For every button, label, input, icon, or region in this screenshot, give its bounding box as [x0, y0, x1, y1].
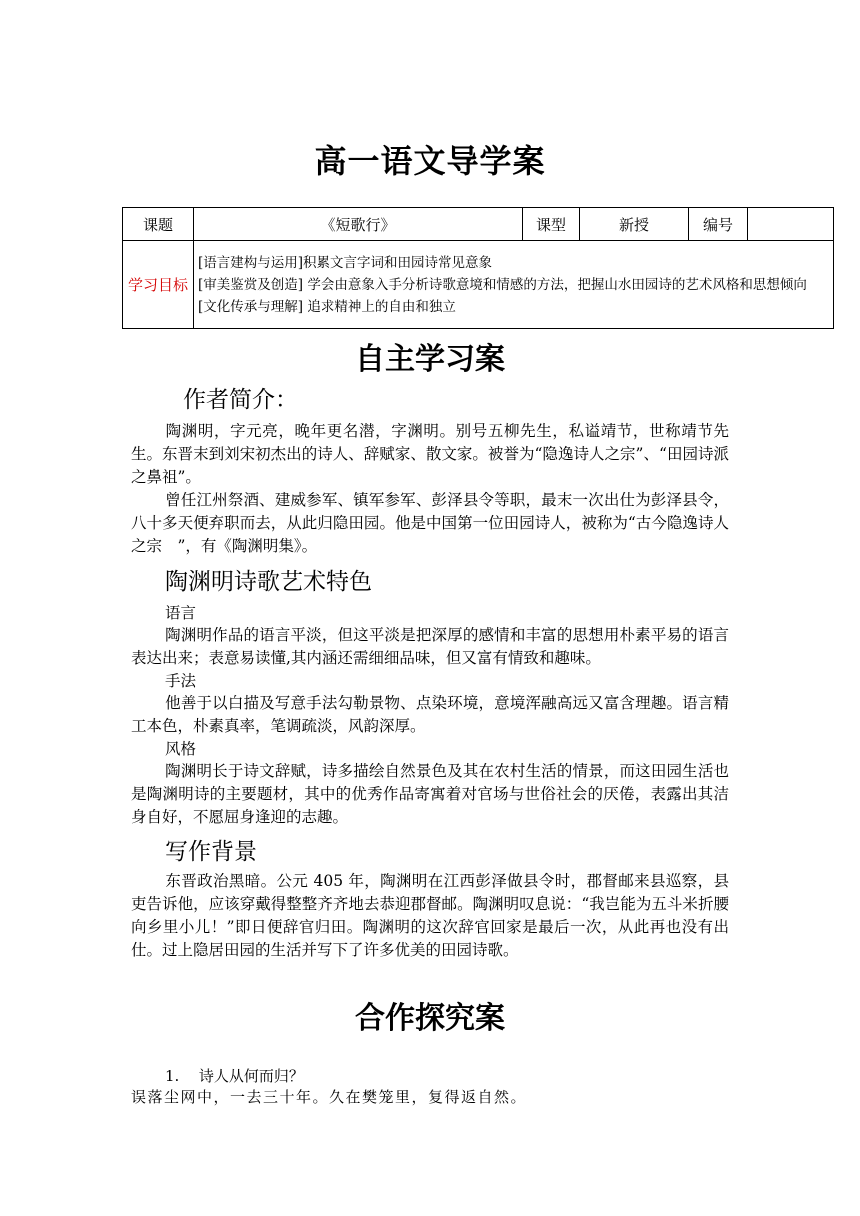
language-text: 陶渊明作品的语言平淡，但这平淡是把深厚的感情和丰富的思想用朴素平易的语言表达出来；表意易读懂,其内涵还需细细品味，但又富有情致和趣味。: [131, 626, 729, 667]
style-label: 风格: [165, 740, 197, 758]
technique-paragraph: [131, 692, 729, 738]
author-paragraph-2-text: 曾任江州祭酒、建威参军、镇军参军、彭泽县令等职，最末一次出仕为彭泽县令，八十多天便弃职而去，从此归隐田园。他是中国第一位田园诗人，被称为“古今隐逸诗人之宗 ”，有《陶渊明集》。: [131, 491, 729, 555]
author-paragraph-1: [131, 420, 729, 489]
topic-value: 《短歌行》: [194, 208, 523, 241]
goals-label: 学习目标: [123, 241, 194, 329]
language-paragraph: [131, 624, 729, 670]
info-table: [122, 207, 834, 329]
question-1-text: 诗人从何而归？: [198, 1067, 304, 1085]
goal-item: [审美鉴赏及创造] 学会由意象入手分析诗歌意境和情感的方法，把握山水田园诗的艺术风格和思想倾向: [198, 276, 807, 293]
cooperative-title: 合作探究案: [355, 1001, 505, 1036]
number-label: 编号: [689, 208, 748, 241]
background-text: 东晋政治黑暗。公元 405 年，陶渊明在江西彭泽做县令时，郡督邮来县巡察，县吏告诉他，应该穿戴得整整齐齐地去恭迎郡督邮。陶渊明叹息说：“我岂能为五斗米折腰向乡里小儿！”即日便辞官归田。陶渊明的这次辞官回家是最后一次，从此再也没有出仕。过上隐居田园的生活并写下了许多优美的田园诗歌。: [131, 872, 729, 959]
author-heading: 作者简介：: [183, 387, 298, 413]
goal-item: [语言建构与运用]积累文言字词和田园诗常见意象: [198, 254, 493, 271]
author-paragraph-1-text: 陶渊明，字元亮，晚年更名潜，字渊明。别号五柳先生，私谥靖节，世称靖节先生。东晋末到刘宋初杰出的诗人、辞赋家、散文家。被誉为“隐逸诗人之宗”、“田园诗派之鼻祖”。: [131, 422, 729, 486]
question-1-number: 1.: [165, 1067, 180, 1085]
number-value: [748, 208, 834, 241]
language-label: 语言: [165, 604, 197, 622]
style-paragraph: [131, 760, 729, 829]
self-study-title: 自主学习案: [355, 342, 505, 377]
technique-label: 手法: [165, 672, 197, 690]
style-text: 陶渊明长于诗文辞赋，诗多描绘自然景色及其在农村生活的情景，而这田园生活也是陶渊明诗的主要题材，其中的优秀作品寄寓着对官场与世俗社会的厌倦，表露出其洁身自好，不愿屈身逢迎的志趣。: [131, 762, 729, 826]
goals-cell: [194, 241, 834, 329]
background-paragraph: [131, 870, 729, 962]
technique-text: 他善于以白描及写意手法勾勒景物、点染环境，意境浑融高远又富含理趣。语言精工本色，朴素真率，笔调疏淡，风韵深厚。: [131, 694, 729, 735]
goal-item: [文化传承与理解] 追求精神上的自由和独立: [198, 298, 456, 315]
features-heading: 陶渊明诗歌艺术特色: [165, 569, 372, 595]
answer-1: 误落尘网中，一去三十年。久在樊笼里，复得返自然。: [131, 1088, 528, 1106]
background-heading: 写作背景: [165, 839, 257, 865]
question-1: [165, 1065, 304, 1086]
type-value: 新授: [580, 208, 689, 241]
type-label: 课型: [523, 208, 580, 241]
page-title: 高一语文导学案: [314, 142, 546, 180]
author-paragraph-2: [131, 489, 729, 558]
topic-label: 课题: [123, 208, 194, 241]
